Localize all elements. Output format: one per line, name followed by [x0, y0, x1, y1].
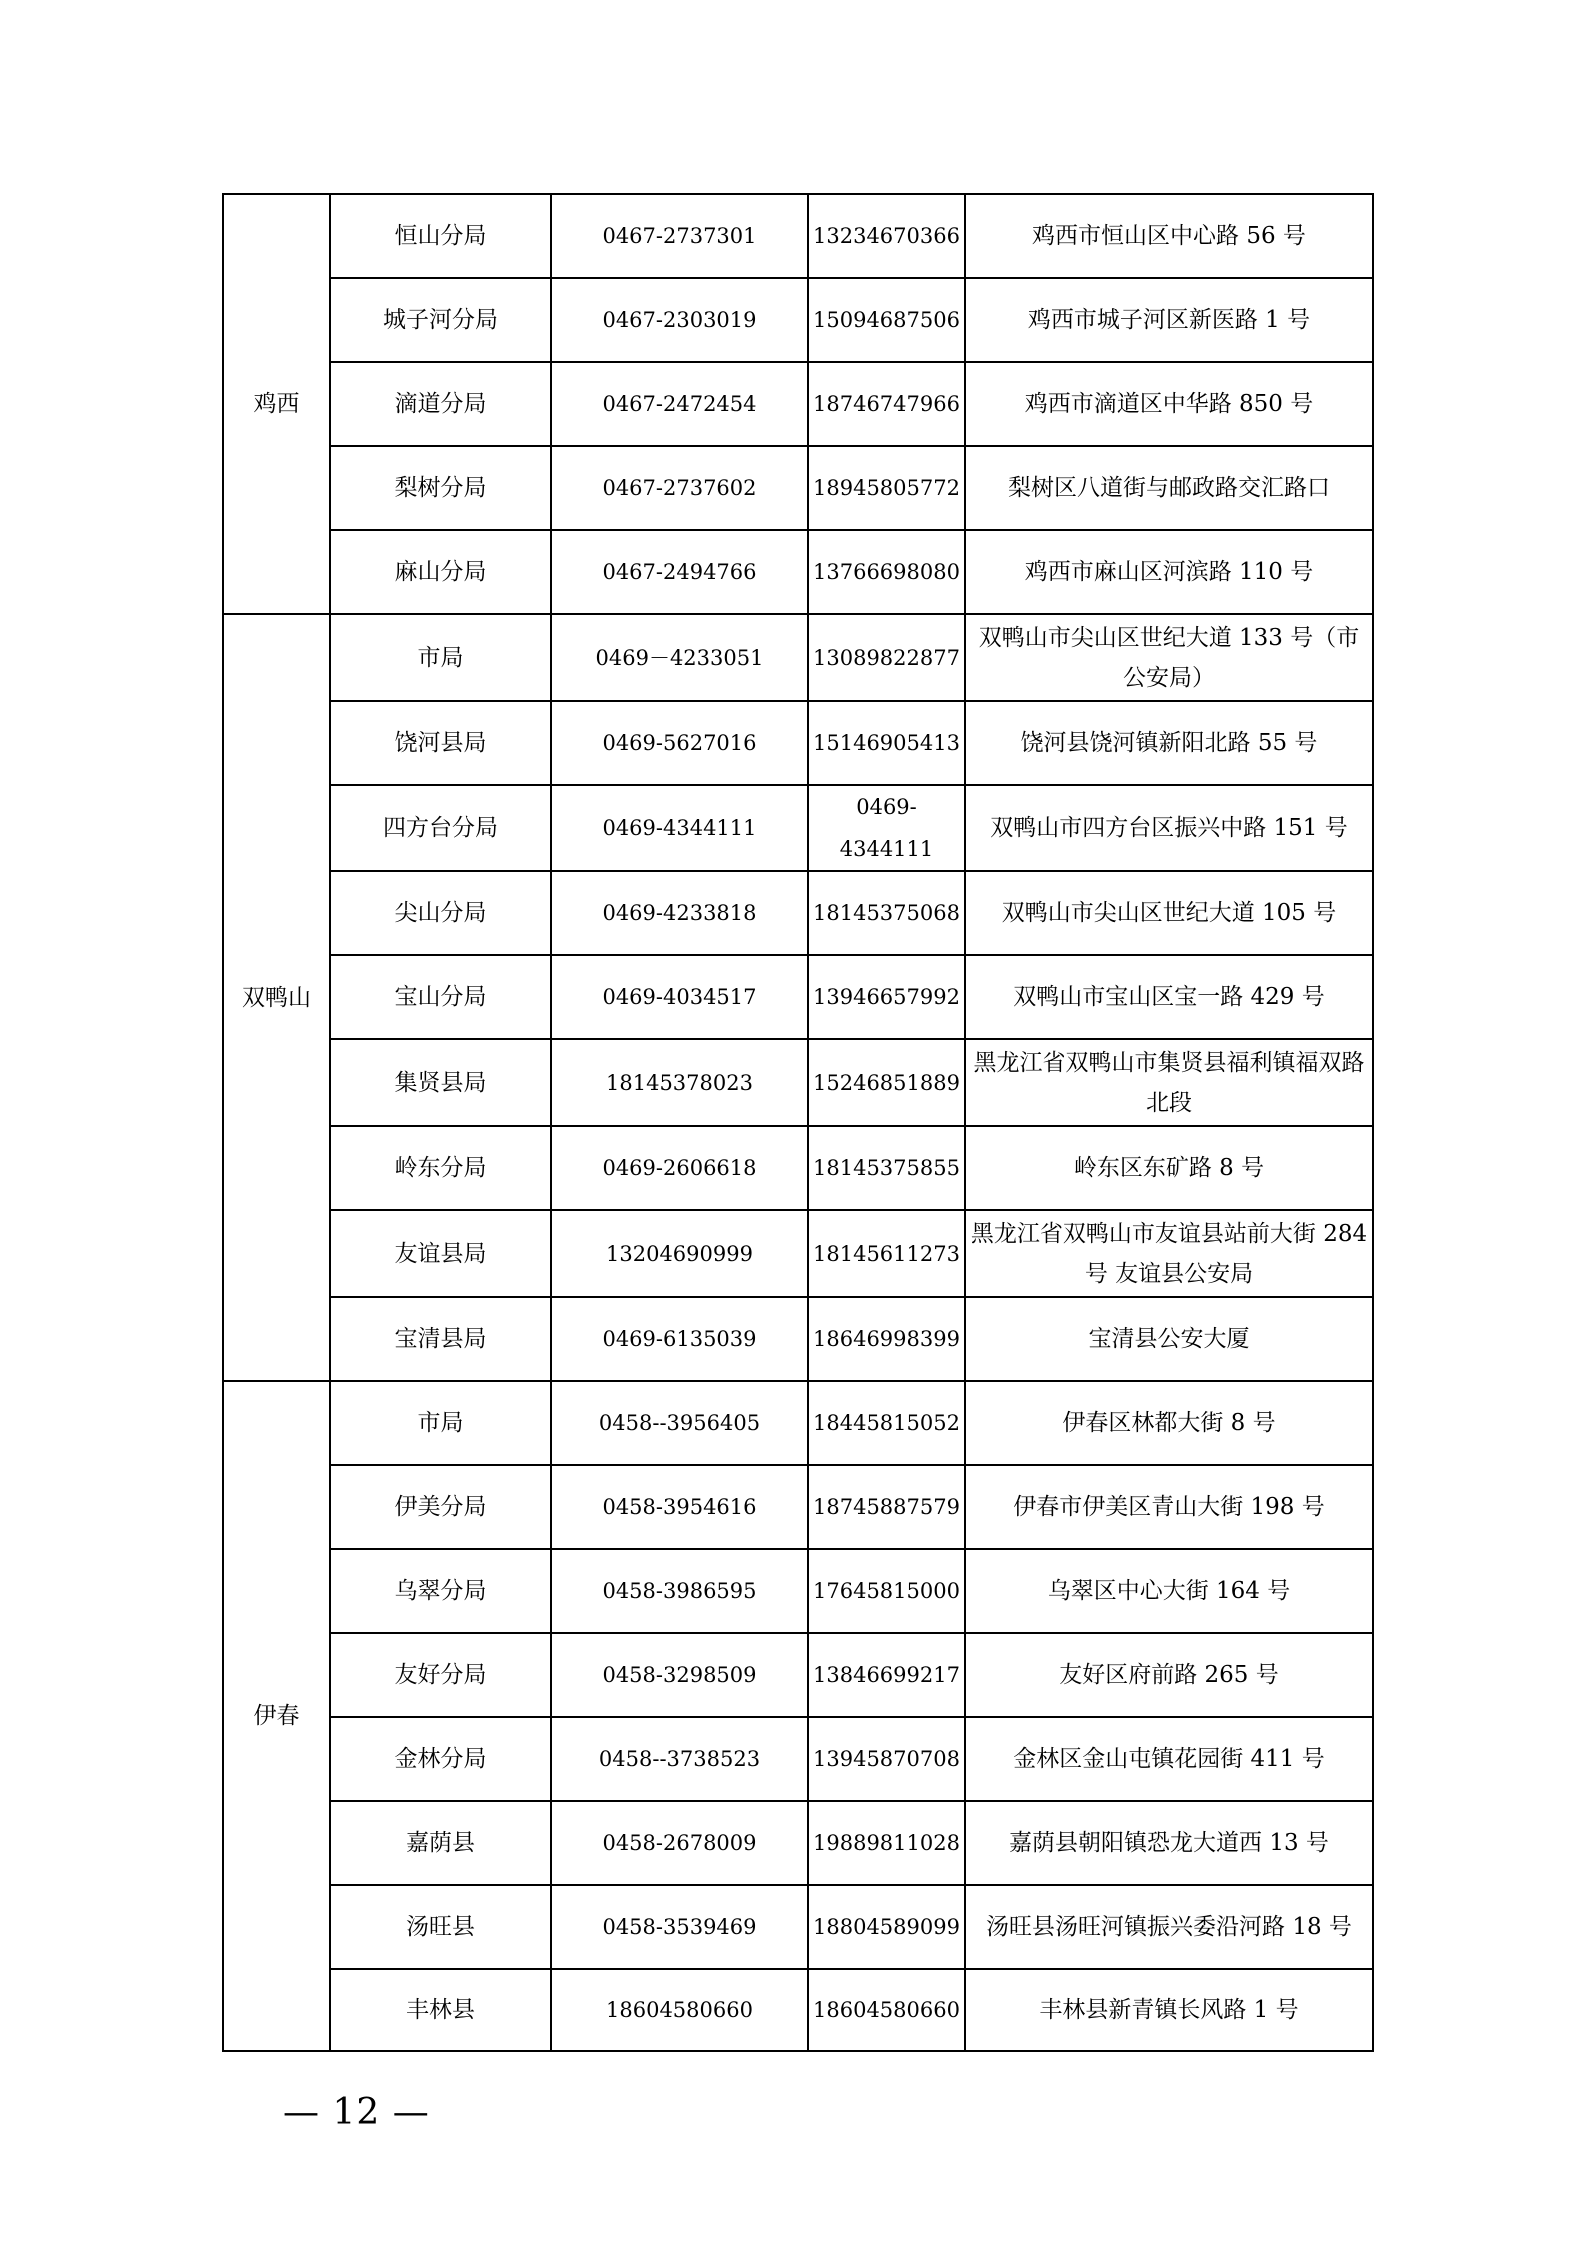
table-row [223, 1633, 1373, 1717]
unit-cell: 集贤县局 [330, 1039, 551, 1126]
phone-cell: 0458-2678009 [551, 1801, 808, 1885]
mobile-cell: 13766698080 [808, 530, 965, 614]
address-cell: 饶河县饶河镇新阳北路 55 号 [965, 701, 1373, 785]
address-cell: 汤旺县汤旺河镇振兴委沿河路 18 号 [965, 1885, 1373, 1969]
mobile-cell: 18745887579 [808, 1465, 965, 1549]
unit-cell: 梨树分局 [330, 446, 551, 530]
unit-cell: 乌翠分局 [330, 1549, 551, 1633]
unit-cell: 宝清县局 [330, 1297, 551, 1381]
address-cell: 嘉荫县朝阳镇恐龙大道西 13 号 [965, 1801, 1373, 1885]
phone-cell: 0458--3956405 [551, 1381, 808, 1465]
table-row [223, 614, 1373, 701]
address-cell: 双鸭山市尖山区世纪大道 133 号（市公安局） [965, 614, 1373, 701]
mobile-cell: 13234670366 [808, 194, 965, 278]
mobile-cell: 15094687506 [808, 278, 965, 362]
address-cell: 鸡西市麻山区河滨路 110 号 [965, 530, 1373, 614]
address-cell: 鸡西市滴道区中华路 850 号 [965, 362, 1373, 446]
table-row [223, 955, 1373, 1039]
phone-cell: 0469-4034517 [551, 955, 808, 1039]
unit-cell: 麻山分局 [330, 530, 551, 614]
unit-cell: 友好分局 [330, 1633, 551, 1717]
table-row [223, 871, 1373, 955]
mobile-cell: 13846699217 [808, 1633, 965, 1717]
table-row [223, 278, 1373, 362]
mobile-cell: 0469-4344111 [808, 785, 965, 871]
mobile-cell: 15246851889 [808, 1039, 965, 1126]
phone-cell: 18604580660 [551, 1969, 808, 2051]
address-cell: 伊春市伊美区青山大街 198 号 [965, 1465, 1373, 1549]
mobile-cell: 13089822877 [808, 614, 965, 701]
mobile-cell: 18945805772 [808, 446, 965, 530]
unit-cell: 友谊县局 [330, 1210, 551, 1297]
unit-cell: 尖山分局 [330, 871, 551, 955]
unit-cell: 市局 [330, 614, 551, 701]
unit-cell: 宝山分局 [330, 955, 551, 1039]
address-cell: 乌翠区中心大街 164 号 [965, 1549, 1373, 1633]
table-row [223, 194, 1373, 278]
address-cell: 金林区金山屯镇花园街 411 号 [965, 1717, 1373, 1801]
unit-cell: 丰林县 [330, 1969, 551, 2051]
unit-cell: 伊美分局 [330, 1465, 551, 1549]
unit-cell: 嘉荫县 [330, 1801, 551, 1885]
address-cell: 黑龙江省双鸭山市友谊县站前大街 284 号 友谊县公安局 [965, 1210, 1373, 1297]
phone-cell: 0458-3539469 [551, 1885, 808, 1969]
phone-cell: 0469-4233818 [551, 871, 808, 955]
address-cell: 梨树区八道街与邮政路交汇路口 [965, 446, 1373, 530]
mobile-cell: 18604580660 [808, 1969, 965, 2051]
mobile-cell: 19889811028 [808, 1801, 965, 1885]
table-row [223, 530, 1373, 614]
phone-cell: 0469-5627016 [551, 701, 808, 785]
address-cell: 双鸭山市宝山区宝一路 429 号 [965, 955, 1373, 1039]
unit-cell: 饶河县局 [330, 701, 551, 785]
table-row [223, 1717, 1373, 1801]
unit-cell: 汤旺县 [330, 1885, 551, 1969]
address-cell: 双鸭山市四方台区振兴中路 151 号 [965, 785, 1373, 871]
contact-table [222, 193, 1374, 2052]
phone-cell: 0469－4233051 [551, 614, 808, 701]
unit-cell: 市局 [330, 1381, 551, 1465]
address-cell: 岭东区东矿路 8 号 [965, 1126, 1373, 1210]
unit-cell: 城子河分局 [330, 278, 551, 362]
table-row [223, 1885, 1373, 1969]
table-row [223, 1801, 1373, 1885]
unit-cell: 岭东分局 [330, 1126, 551, 1210]
mobile-cell: 13946657992 [808, 955, 965, 1039]
unit-cell: 滴道分局 [330, 362, 551, 446]
address-cell: 双鸭山市尖山区世纪大道 105 号 [965, 871, 1373, 955]
table-row [223, 1549, 1373, 1633]
region-cell: 鸡西 [223, 194, 330, 614]
phone-cell: 0469-6135039 [551, 1297, 808, 1381]
table-row [223, 1297, 1373, 1381]
table-row [223, 1039, 1373, 1126]
table-row [223, 1210, 1373, 1297]
address-cell: 友好区府前路 265 号 [965, 1633, 1373, 1717]
mobile-cell: 18445815052 [808, 1381, 965, 1465]
phone-cell: 0458-3298509 [551, 1633, 808, 1717]
mobile-cell: 18145611273 [808, 1210, 965, 1297]
address-cell: 丰林县新青镇长风路 1 号 [965, 1969, 1373, 2051]
table-row [223, 701, 1373, 785]
address-cell: 宝清县公安大厦 [965, 1297, 1373, 1381]
table-row [223, 362, 1373, 446]
mobile-cell: 18804589099 [808, 1885, 965, 1969]
table-row [223, 1969, 1373, 2051]
table-row [223, 446, 1373, 530]
phone-cell: 0467-2472454 [551, 362, 808, 446]
address-cell: 鸡西市恒山区中心路 56 号 [965, 194, 1373, 278]
phone-cell: 0467-2494766 [551, 530, 808, 614]
region-cell: 伊春 [223, 1381, 330, 2051]
mobile-cell: 18145375068 [808, 871, 965, 955]
mobile-cell: 18646998399 [808, 1297, 965, 1381]
unit-cell: 四方台分局 [330, 785, 551, 871]
address-cell: 伊春区林都大街 8 号 [965, 1381, 1373, 1465]
phone-cell: 0467-2737301 [551, 194, 808, 278]
address-cell: 鸡西市城子河区新医路 1 号 [965, 278, 1373, 362]
table-row [223, 1381, 1373, 1465]
address-cell: 黑龙江省双鸭山市集贤县福利镇福双路北段 [965, 1039, 1373, 1126]
phone-cell: 0458--3738523 [551, 1717, 808, 1801]
phone-cell: 0458-3954616 [551, 1465, 808, 1549]
phone-cell: 0469-2606618 [551, 1126, 808, 1210]
table-row [223, 785, 1373, 871]
mobile-cell: 15146905413 [808, 701, 965, 785]
phone-cell: 0458-3986595 [551, 1549, 808, 1633]
region-cell: 双鸭山 [223, 614, 330, 1381]
phone-cell: 0467-2303019 [551, 278, 808, 362]
table-row [223, 1465, 1373, 1549]
phone-cell: 13204690999 [551, 1210, 808, 1297]
phone-cell: 18145378023 [551, 1039, 808, 1126]
phone-cell: 0467-2737602 [551, 446, 808, 530]
contact-table-body [223, 194, 1373, 2051]
mobile-cell: 13945870708 [808, 1717, 965, 1801]
mobile-cell: 18746747966 [808, 362, 965, 446]
table-row [223, 1126, 1373, 1210]
phone-cell: 0469-4344111 [551, 785, 808, 871]
mobile-cell: 18145375855 [808, 1126, 965, 1210]
mobile-cell: 17645815000 [808, 1549, 965, 1633]
page-number: — 12 — [283, 2092, 430, 2133]
unit-cell: 恒山分局 [330, 194, 551, 278]
unit-cell: 金林分局 [330, 1717, 551, 1801]
